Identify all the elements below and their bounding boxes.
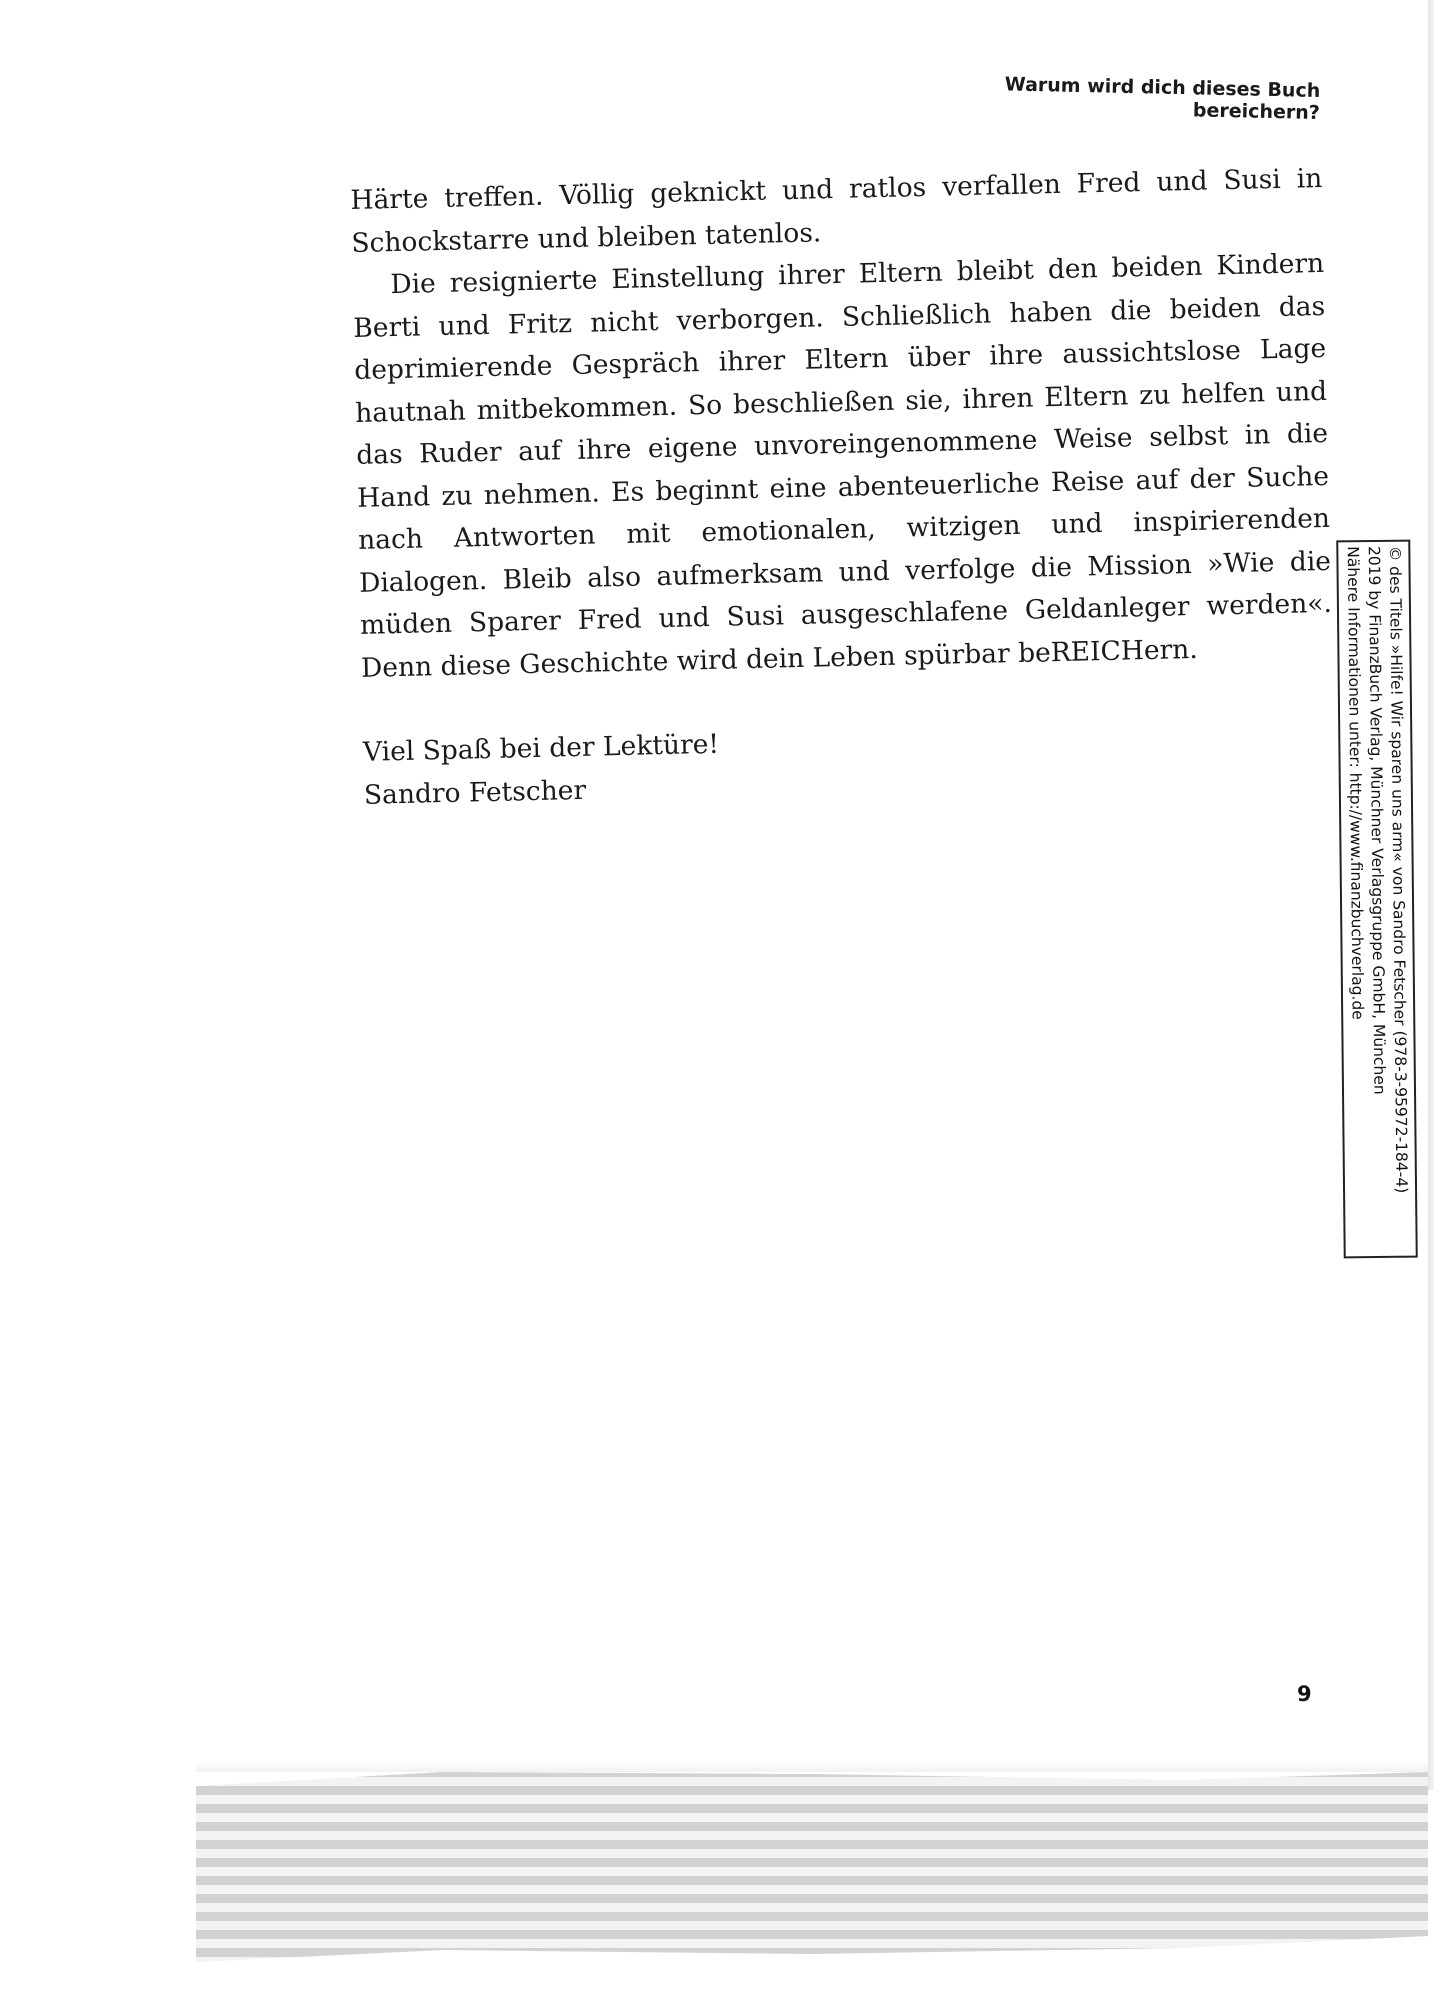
signoff (363, 710, 1337, 817)
author-name: Sandro Fetscher (363, 774, 587, 811)
copyright-text (1342, 546, 1412, 1253)
paper-stack-edge (196, 1768, 1428, 1968)
paragraph: Härte treffen. Völlig geknickt und ratlos verfallen Fred und Susi in Schockstarre und bleiben tatenlos. (350, 162, 1323, 259)
body-text (350, 158, 1336, 817)
copyright-line: 2019 by FinanzBuch Verlag, Münchner Verlagsgruppe GmbH, München (1364, 545, 1389, 1095)
closing-line: Viel Spaß bei der Lektüre! (362, 728, 720, 768)
paragraph: Die resignierte Einstellung ihrer Eltern bleibt den beiden Kindern Berti und Fritz nicht verborgen. Schließlich haben die beiden das deprimierende Gespräch ihrer Eltern über ihre aussichtslose Lage hautnah mitbekommen. So beschließen sie, ihren Eltern zu helfen und das Ruder auf ihre eigene unvoreingenommene Weise selbst in die Hand zu nehmen. Es beginnt eine abenteuerliche Reise auf der Suche nach Antworten mit emotionalen, witzigen und inspirierenden Dialogen. Bleib also aufmerksam und verfolge die Mission »Wie die müden Sparer Fred und Susi ausgeschlafene Geldanleger werden«. Denn diese Geschichte wird dein Leben spürbar beREICHern. (353, 247, 1333, 684)
page-number: 9 (1297, 1682, 1312, 1706)
page-edge (1428, 0, 1434, 1790)
copyright-line: © des Titels »Hilfe! Wir sparen uns arm« von Sandro Fetscher (978-3-95972-184-4) (1385, 545, 1411, 1194)
copyright-line: Nähere Informationen unter: http://www.finanzbuchverlag.de (1343, 546, 1367, 1020)
copyright-notice (1336, 540, 1418, 1259)
running-header: Warum wird dich dieses Buch bereichern? (1004, 73, 1321, 124)
paper-shadow (196, 1760, 1428, 1772)
